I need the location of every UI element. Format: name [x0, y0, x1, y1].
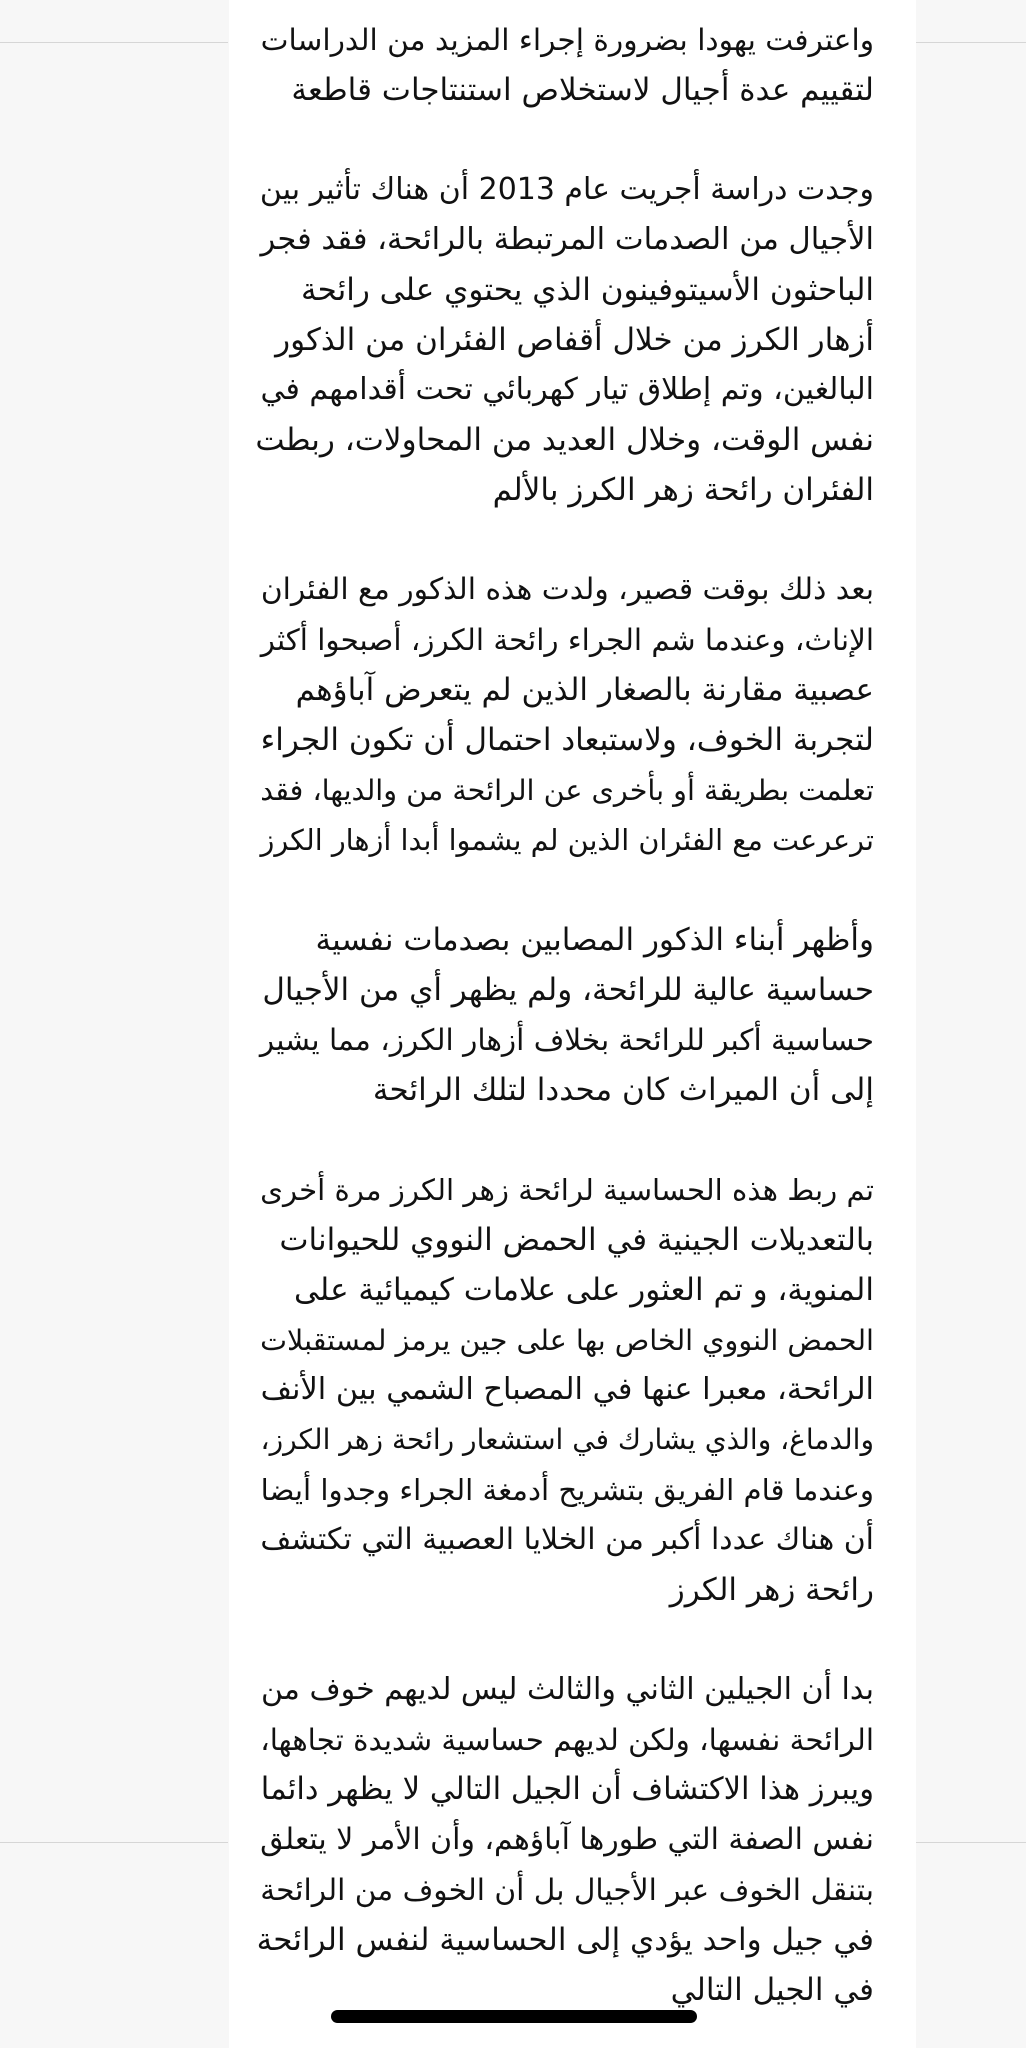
paragraph-line: الفئران رائحة زهر الكرز بالألم — [492, 472, 874, 508]
divider-left-bottom — [0, 1842, 228, 1843]
paragraph-line: عصبية مقارنة بالصغار الذين لم يتعرض آباؤهم — [295, 672, 874, 708]
paragraph-line: في جيل واحد يؤدي إلى الحساسية لنفس الرائحة — [256, 1922, 874, 1958]
divider-left-top — [0, 42, 228, 43]
paragraph-line: رائحة زهر الكرز — [669, 1572, 874, 1608]
paragraph-line: والدماغ، والذي يشارك في استشعار رائحة زهر الكرز، — [260, 1423, 874, 1456]
paragraph-line: ويبرز هذا الاكتشاف أن الجيل التالي لا يظهر دائما — [260, 1772, 874, 1807]
article-paragraph — [254, 15, 874, 115]
article-paragraph — [254, 915, 874, 1115]
paragraph-line: حساسية أكبر للرائحة بخلاف أزهار الكرز، مما يشير — [259, 1023, 874, 1057]
paragraph-line: الحمض النووي الخاص بها على جين يرمز لمستقبلات — [260, 1323, 874, 1357]
article-body — [254, 15, 874, 2015]
paragraph-line: بعد ذلك بوقت قصير، ولدت هذه الذكور مع الفئران — [260, 572, 874, 607]
paragraph-line: بالتعديلات الجينية في الحمض النووي للحيوانات — [279, 1222, 874, 1258]
paragraph-line: في الجيل التالي — [670, 1972, 874, 2008]
divider-right-bottom — [916, 1842, 1026, 1843]
article-paragraph — [254, 565, 874, 865]
paragraph-line: وجدت دراسة أجريت عام 2013 أن هناك تأثير بين — [259, 172, 874, 207]
paragraph-line: لتقييم عدة أجيال لاستخلاص استنتاجات قاطعة — [291, 72, 874, 108]
paragraph-line: بتنقل الخوف عبر الأجيال بل أن الخوف من الرائحة — [260, 1872, 874, 1907]
article-paragraph — [254, 1665, 874, 2015]
paragraph-line: تعلمت بطريقة أو بأخرى عن الرائحة من والديها، فقد — [260, 773, 874, 807]
paragraph-line: نفس الصفة التي طورها آباؤهم، وأن الأمر لا يتعلق — [260, 1822, 874, 1857]
paragraph-line: الباحثون الأسيتوفينون الذي يحتوي على رائحة — [300, 272, 874, 308]
paragraph-line: وأظهر أبناء الذكور المصابين بصدمات نفسية — [315, 922, 874, 958]
paragraph-line: وعندما قام الفريق بتشريح أدمغة الجراء وجدوا أيضا — [260, 1473, 874, 1507]
article-paragraph — [254, 1165, 874, 1615]
paragraph-line: حساسية عالية للرائحة، ولم يظهر أي من الأجيال — [262, 972, 874, 1008]
paragraph-line: لتجربة الخوف، ولاستبعاد احتمال أن تكون الجراء — [260, 722, 874, 758]
paragraph-line: المنوية، و تم العثور على علامات كيميائية على — [293, 1272, 874, 1308]
paragraph-line: الرائحة نفسها، ولكن لديهم حساسية شديدة تجاهها، — [260, 1723, 874, 1757]
paragraph-line: أن هناك عددا أكبر من الخلايا العصبية التي تكتشف — [260, 1522, 874, 1557]
divider-right-top — [916, 42, 1026, 43]
paragraph-line: أزهار الكرز من خلال أقفاص الفئران من الذكور — [275, 322, 874, 358]
paragraph-line: إلى أن الميراث كان محددا لتلك الرائحة — [372, 1072, 874, 1108]
article-paragraph — [254, 165, 874, 515]
paragraph-line: ترعرعت مع الفئران الذين لم يشموا أبدا أزهار الكرز — [260, 823, 874, 857]
paragraph-line: تم ربط هذه الحساسية لرائحة زهر الكرز مرة أخرى — [260, 1173, 874, 1207]
paragraph-line: البالغين، وتم إطلاق تيار كهربائي تحت أقدامهم في — [260, 372, 874, 407]
article-page — [229, 0, 916, 2048]
paragraph-line: نفس الوقت، وخلال العديد من المحاولات، ربطت — [255, 422, 874, 458]
paragraph-line: بدا أن الجيلين الثاني والثالث ليس لديهم خوف من — [260, 1672, 874, 1707]
paragraph-line: الأجيال من الصدمات المرتبطة بالرائحة، فقد فجر — [260, 222, 874, 257]
paragraph-line: الرائحة، معبرا عنها في المصباح الشمي بين الأنف — [260, 1372, 874, 1407]
paragraph-line: واعترفت يهودا بضرورة إجراء المزيد من الدراسات — [260, 22, 874, 57]
paragraph-line: الإناث، وعندما شم الجراء رائحة الكرز، أصبحوا أكثر — [260, 623, 874, 657]
home-indicator[interactable] — [331, 2010, 697, 2023]
